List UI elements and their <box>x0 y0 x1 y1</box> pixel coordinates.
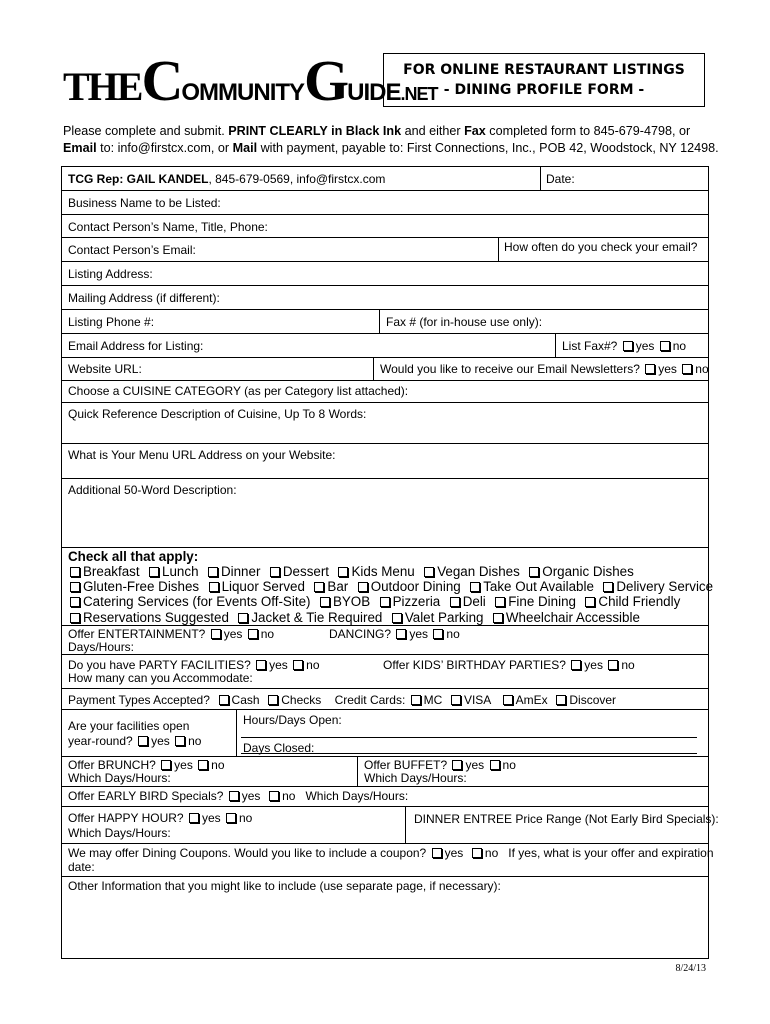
menu-url-field[interactable]: What is Your Menu URL Address on your Website: <box>68 448 336 462</box>
dancing-no-checkbox[interactable] <box>433 629 443 639</box>
dancing-question: DANCING? yes no <box>329 627 460 641</box>
days-closed-field[interactable]: Days Closed: <box>243 741 315 755</box>
mailing-address-field[interactable]: Mailing Address (if different): <box>68 291 220 305</box>
amenity-checkbox[interactable] <box>149 567 159 577</box>
amenity-checkbox[interactable] <box>603 582 613 592</box>
row-divider <box>61 357 709 358</box>
year-round-question: year-round? yes no <box>68 734 202 748</box>
amenities-row4 <box>68 610 640 625</box>
amenity-label: Gluten-Free Dishes <box>83 579 200 594</box>
amenity-label: Kids Menu <box>351 564 415 579</box>
amenity-checkbox[interactable] <box>424 567 434 577</box>
accommodate-field[interactable]: How many can you Accommodate: <box>68 671 253 685</box>
amenity-option[interactable] <box>491 610 640 625</box>
quick-ref-field[interactable]: Quick Reference Description of Cuisine, Up To 8 Words: <box>68 407 367 421</box>
logo-g: G <box>304 48 348 113</box>
row-divider <box>61 786 709 787</box>
entertainment-no-checkbox[interactable] <box>248 629 258 639</box>
row-divider <box>61 688 709 689</box>
brunch-no-checkbox[interactable] <box>198 760 208 770</box>
amenity-label: Dessert <box>282 564 330 579</box>
revision-date: 8/24/13 <box>675 963 706 974</box>
col-divider <box>379 309 380 333</box>
amenity-label: Jacket & Tie Required <box>251 610 383 625</box>
early-bird-question: Offer EARLY BIRD Specials? yes no Which Days/Hours: <box>68 789 409 803</box>
contact-name-field[interactable]: Contact Person’s Name, Title, Phone: <box>68 220 268 234</box>
amenity-checkbox[interactable] <box>495 597 505 607</box>
cash-checkbox[interactable] <box>219 695 229 705</box>
amenity-checkbox[interactable] <box>70 613 80 623</box>
amenity-label: Child Friendly <box>598 594 681 609</box>
year-round-no-checkbox[interactable] <box>175 736 185 746</box>
check-email-field[interactable]: How often do you check your email? <box>504 240 698 254</box>
coupon-date: date: <box>68 860 95 874</box>
row-divider <box>61 214 709 215</box>
col-divider <box>236 709 237 756</box>
row-divider <box>61 402 709 403</box>
amenity-checkbox[interactable] <box>450 597 460 607</box>
amenity-option[interactable] <box>206 564 260 579</box>
dinner-price-range[interactable]: DINNER ENTREE Price Range (Not Early Bird Specials): <box>414 812 719 826</box>
amenity-option[interactable] <box>68 594 310 609</box>
row-divider <box>61 625 709 626</box>
discover-checkbox[interactable] <box>556 695 566 705</box>
brunch-yes-checkbox[interactable] <box>161 760 171 770</box>
row-divider <box>61 709 709 710</box>
checks-checkbox[interactable] <box>268 695 278 705</box>
early-bird-yes-checkbox[interactable] <box>229 791 239 801</box>
amenity-label: Fine Dining <box>508 594 576 609</box>
party-yes-checkbox[interactable] <box>256 660 266 670</box>
amenity-option[interactable] <box>468 579 594 594</box>
amenity-checkbox[interactable] <box>208 567 218 577</box>
row-divider <box>61 876 709 877</box>
tcg-rep: TCG Rep: GAIL KANDEL, 845-679-0569, info@firstcx.com <box>68 172 386 186</box>
col-divider <box>555 333 556 357</box>
amenity-option[interactable] <box>207 579 305 594</box>
amenity-checkbox[interactable] <box>238 613 248 623</box>
payment-types: Payment Types Accepted? Cash Checks Credit Cards: MC VISA AmEx Discover <box>68 693 617 707</box>
buffet-no-checkbox[interactable] <box>490 760 500 770</box>
amenity-option[interactable] <box>312 579 348 594</box>
brunch-days[interactable]: Which Days/Hours: <box>68 771 171 785</box>
amenity-label: Reservations Suggested <box>83 610 229 625</box>
logo-ommunity: OMMUNITY <box>181 79 305 106</box>
row-divider <box>61 309 709 310</box>
col-divider <box>498 237 499 261</box>
business-name-field[interactable]: Business Name to be Listed: <box>68 196 221 210</box>
logo-net: .NET <box>400 84 438 104</box>
amenity-option[interactable] <box>583 594 680 609</box>
kids-birthday-yes-checkbox[interactable] <box>571 660 581 670</box>
check-all-heading: Check all that apply: <box>68 549 199 564</box>
amenity-option[interactable] <box>601 579 713 594</box>
row-divider <box>61 443 709 444</box>
happy-hour-question: Offer HAPPY HOUR? yes no <box>68 811 253 825</box>
amenity-checkbox[interactable] <box>392 613 402 623</box>
buffet-days[interactable]: Which Days/Hours: <box>364 771 467 785</box>
coupon-no-checkbox[interactable] <box>472 848 482 858</box>
form-title-line1: FOR ONLINE RESTAURANT LISTINGS <box>403 62 685 78</box>
contact-email-field[interactable]: Contact Person’s Email: <box>68 243 196 257</box>
amenities-row3 <box>68 594 680 609</box>
amenity-label: Outdoor Dining <box>370 579 461 594</box>
list-fax-yes-checkbox[interactable] <box>623 341 633 351</box>
amenity-label: Delivery Service <box>616 579 714 594</box>
amenity-option[interactable] <box>527 564 634 579</box>
row-divider <box>61 547 709 548</box>
amenity-option[interactable] <box>356 579 461 594</box>
amenity-label: Valet Parking <box>404 610 484 625</box>
dancing-yes-checkbox[interactable] <box>396 629 406 639</box>
year-round-line1: Are your facilities open <box>68 719 190 733</box>
amenity-label: BYOB <box>332 594 371 609</box>
form-title-line2: - DINING PROFILE FORM - <box>443 82 645 98</box>
kids-birthday-no-checkbox[interactable] <box>608 660 618 670</box>
listing-phone-field[interactable]: Listing Phone #: <box>68 315 155 329</box>
amenities-row2 <box>68 579 713 594</box>
col-divider <box>357 756 358 786</box>
website-field[interactable]: Website URL: <box>68 362 142 376</box>
party-no-checkbox[interactable] <box>293 660 303 670</box>
listing-address-field[interactable]: Listing Address: <box>68 267 153 281</box>
amenity-label: Liquor Served <box>221 579 305 594</box>
additional-desc-field[interactable]: Additional 50-Word Description: <box>68 483 237 497</box>
amenity-label: Lunch <box>162 564 199 579</box>
amenity-option[interactable] <box>68 610 229 625</box>
amex-checkbox[interactable] <box>503 695 513 705</box>
buffet-yes-checkbox[interactable] <box>452 760 462 770</box>
row-divider <box>61 843 709 844</box>
amenity-option[interactable] <box>422 564 520 579</box>
amenity-option[interactable] <box>318 594 370 609</box>
logo-uide: UIDE <box>347 79 401 106</box>
row-divider <box>61 756 709 757</box>
amenity-label: Bar <box>327 579 349 594</box>
amenity-checkbox[interactable] <box>70 597 80 607</box>
logo-c: C <box>141 48 182 113</box>
party-question: Do you have PARTY FACILITIES? yes no <box>68 658 320 672</box>
amenity-checkbox[interactable] <box>70 567 80 577</box>
amenity-option[interactable] <box>68 564 140 579</box>
amenity-option[interactable] <box>147 564 198 579</box>
date-field-label[interactable]: Date: <box>546 172 575 186</box>
amenity-option[interactable] <box>336 564 414 579</box>
amenity-checkbox[interactable] <box>358 582 368 592</box>
days-closed-underline <box>241 753 697 754</box>
list-fax-no-checkbox[interactable] <box>660 341 670 351</box>
happy-hour-yes-checkbox[interactable] <box>189 813 199 823</box>
row-divider <box>61 806 709 807</box>
row-divider <box>61 261 709 262</box>
amenity-label: Deli <box>462 594 486 609</box>
community-guide-logo <box>63 48 438 113</box>
amenity-checkbox[interactable] <box>338 567 348 577</box>
other-info-field[interactable]: Other Information that you might like to include (use separate page, if necessary): <box>68 879 501 893</box>
year-round-yes-checkbox[interactable] <box>138 736 148 746</box>
row-divider <box>61 654 709 655</box>
amenity-label: Catering Services (for Events Off-Site) <box>83 594 311 609</box>
amenity-option[interactable] <box>236 610 382 625</box>
coupon-question: We may offer Dining Coupons. Would you like to include a coupon? yes no If yes, what is your offer and expiration <box>68 846 714 860</box>
email-listing-field[interactable]: Email Address for Listing: <box>68 339 204 353</box>
amenity-checkbox[interactable] <box>493 613 503 623</box>
amenity-checkbox[interactable] <box>529 567 539 577</box>
amenity-label: Organic Dishes <box>542 564 634 579</box>
entertainment-days-hours[interactable]: Days/Hours: <box>68 640 135 654</box>
newsletter-yes-checkbox[interactable] <box>645 364 655 374</box>
brunch-question: Offer BRUNCH? yes no <box>68 758 225 772</box>
amenity-checkbox[interactable] <box>380 597 390 607</box>
row-divider <box>61 237 709 238</box>
row-divider <box>61 190 709 191</box>
mc-checkbox[interactable] <box>411 695 421 705</box>
amenity-option[interactable] <box>268 564 329 579</box>
amenity-option[interactable] <box>493 594 576 609</box>
amenity-label: Dinner <box>220 564 261 579</box>
amenity-label: Breakfast <box>83 564 140 579</box>
row-divider <box>61 285 709 286</box>
amenity-checkbox[interactable] <box>320 597 330 607</box>
entertainment-question: Offer ENTERTAINMENT? yes no <box>68 627 275 641</box>
row-divider <box>61 478 709 479</box>
amenity-checkbox[interactable] <box>470 582 480 592</box>
visa-checkbox[interactable] <box>451 695 461 705</box>
list-fax-question: List Fax#? yes no <box>562 339 687 353</box>
hours-open-underline <box>241 737 697 738</box>
col-divider <box>373 357 374 380</box>
amenity-label: Take Out Available <box>483 579 594 594</box>
amenity-option[interactable] <box>68 579 199 594</box>
newsletter-no-checkbox[interactable] <box>682 364 692 374</box>
amenity-checkbox[interactable] <box>314 582 324 592</box>
amenity-checkbox[interactable] <box>585 597 595 607</box>
logo-the: THE <box>63 64 142 109</box>
form-title-box <box>383 53 705 107</box>
amenities-row1 <box>68 564 634 579</box>
row-divider <box>61 333 709 334</box>
happy-hour-no-checkbox[interactable] <box>226 813 236 823</box>
amenity-option[interactable] <box>378 594 441 609</box>
newsletter-question: Would you like to receive our Email Newsletters? yes no <box>380 362 709 376</box>
amenity-label: Wheelchair Accessible <box>505 610 640 625</box>
instructions: Please complete and submit. PRINT CLEARLY in Black Ink and either Fax completed form to 845-679-4798, or Email to: info@firstcx.com, or Mail with payment, payable to: First Connections, Inc., POB 42, Woodstock, NY 12498. <box>63 124 719 155</box>
hours-open-field[interactable]: Hours/Days Open: <box>243 713 342 727</box>
fax-inhouse-field[interactable]: Fax # (for in-house use only): <box>386 315 543 329</box>
entertainment-yes-checkbox[interactable] <box>211 629 221 639</box>
col-divider <box>405 806 406 843</box>
happy-hour-days[interactable]: Which Days/Hours: <box>68 826 171 840</box>
row-divider <box>61 380 709 381</box>
amenity-checkbox[interactable] <box>70 582 80 592</box>
kids-birthday-question: Offer KIDS’ BIRTHDAY PARTIES? yes no <box>383 658 635 672</box>
coupon-yes-checkbox[interactable] <box>432 848 442 858</box>
amenity-checkbox[interactable] <box>270 567 280 577</box>
col-divider <box>540 166 541 190</box>
amenity-option[interactable] <box>448 594 486 609</box>
buffet-question: Offer BUFFET? yes no <box>364 758 516 772</box>
amenity-label: Pizzeria <box>392 594 441 609</box>
early-bird-no-checkbox[interactable] <box>269 791 279 801</box>
cuisine-field[interactable]: Choose a CUISINE CATEGORY (as per Category list attached): <box>68 384 409 398</box>
amenity-option[interactable] <box>390 610 484 625</box>
amenity-label: Vegan Dishes <box>437 564 520 579</box>
amenity-checkbox[interactable] <box>209 582 219 592</box>
